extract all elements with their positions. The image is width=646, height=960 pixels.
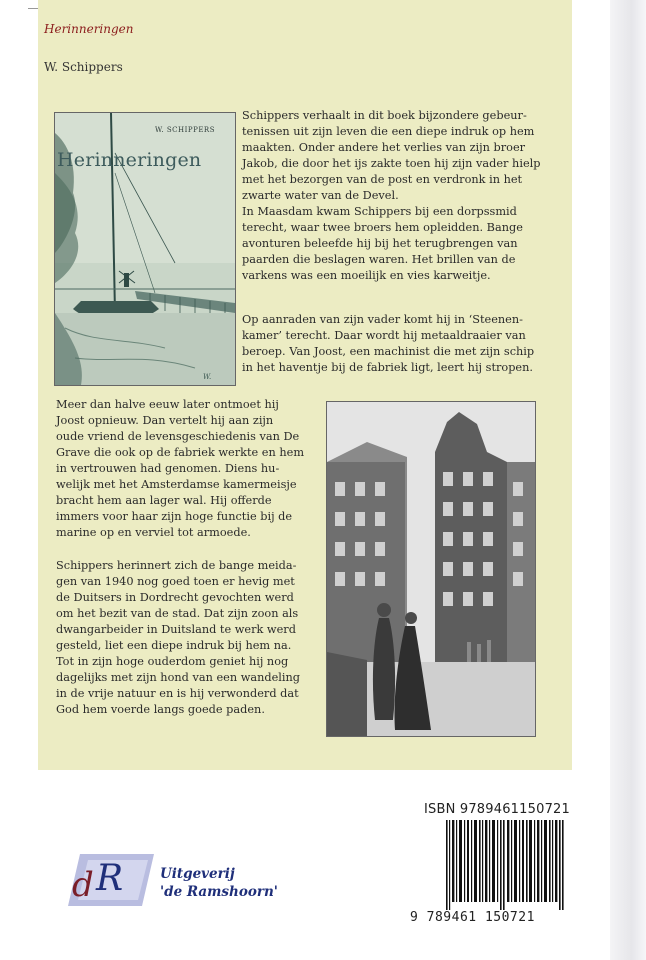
book-cover-image: [54, 112, 236, 386]
publisher-name-line1: Uitgeverij: [160, 866, 235, 882]
paragraph-3: [56, 397, 318, 541]
svg-text:W.: W.: [203, 373, 212, 381]
text-line: gesteld, liet een diepe indruk bij hem na.: [56, 639, 292, 652]
svg-text:d: d: [72, 865, 94, 905]
text-line: kamer’ terecht. Daar wordt hij metaaldraaier van: [242, 329, 526, 342]
spine-edge: [610, 0, 646, 960]
isbn-label: ISBN 9789461150721: [424, 802, 570, 817]
street-photo: [326, 401, 536, 737]
paragraph-2: [242, 312, 546, 376]
paragraph-4: [56, 558, 318, 718]
text-line: in het haventje bij de fabriek ligt, leert hij stropen.: [242, 361, 533, 374]
text-line: avonturen beleefde hij bij het terugbrengen van: [242, 237, 518, 250]
text-line: oude vriend de levensgeschiedenis van De: [56, 430, 300, 443]
series-title: Herinneringen: [44, 22, 134, 36]
text-line: marine op en verviel tot armoede.: [56, 526, 251, 539]
text-line: Joost opnieuw. Dan vertelt hij aan zijn: [56, 414, 274, 427]
isbn-number: 9 789461 150721: [410, 910, 535, 925]
text-line: beroep. Van Joost, een machinist die met zijn schip: [242, 345, 535, 358]
text-line: Schippers verhaalt in dit boek bijzondere gebeur-: [242, 109, 527, 122]
text-line: Grave die ook op de fabriek werkte en hem: [56, 446, 305, 459]
text-line: om het bezit van de stad. Dat zijn zoon als: [56, 607, 299, 620]
text-line: Schippers herinnert zich de bange meida-: [56, 559, 297, 572]
text-line: varkens was een moeilijk en vies karweitje.: [242, 269, 491, 282]
text-line: tenissen uit zijn leven die een diepe indruk op hem: [242, 125, 535, 138]
text-line: welijk met het Amsterdamse kamermeisje: [56, 478, 297, 491]
text-line: dwangarbeider in Duitsland te werk werd: [56, 623, 296, 636]
author-name: W. Schippers: [44, 60, 123, 74]
text-line: Op aanraden van zijn vader komt hij in ‘Steenen-: [242, 313, 523, 326]
svg-text:R: R: [96, 858, 124, 899]
cover-author: W. SCHIPPERS: [154, 126, 215, 134]
paragraph-1: [242, 108, 546, 284]
cover-title: Herinneringen: [57, 149, 202, 171]
text-line: bracht hem aan lager wal. Hij offerde: [56, 494, 272, 507]
text-line: in de vrije natuur en is hij verwonderd dat: [56, 687, 299, 700]
text-line: dagelijks met zijn hond van een wandeling: [56, 671, 301, 684]
text-line: de Duitsers in Dordrecht gevochten werd: [56, 591, 294, 604]
text-line: Jakob, die door het ijs zakte toen hij zijn vader hielp: [242, 157, 541, 170]
text-line: Tot in zijn hoge ouderdom geniet hij nog: [56, 655, 289, 668]
publisher-logo: [66, 850, 160, 910]
street-illustration: [327, 402, 535, 736]
text-line: maakten. Onder andere het verlies van zijn broer: [242, 141, 526, 154]
text-line: gen van 1940 nog goed toen er hevig met: [56, 575, 295, 588]
text-line: In Maasdam kwam Schippers bij een dorpssmid: [242, 205, 517, 218]
text-line: Meer dan halve eeuw later ontmoet hij: [56, 398, 279, 411]
text-line: met het bezorgen van de post en verdronk in het: [242, 173, 523, 186]
text-line: in vertrouwen had genomen. Diens hu-: [56, 462, 280, 475]
text-line: zwarte water van de Devel.: [242, 189, 399, 202]
text-line: immers voor haar zijn hoge functie bij de: [56, 510, 293, 523]
text-line: terecht, waar twee broers hem opleidden. Bange: [242, 221, 523, 234]
barcode: [446, 820, 564, 910]
publisher-name-line2: 'de Ramshoorn': [160, 884, 278, 900]
text-line: God hem voerde langs goede paden.: [56, 703, 265, 716]
text-line: paarden die beslagen waren. Het brillen van de: [242, 253, 516, 266]
